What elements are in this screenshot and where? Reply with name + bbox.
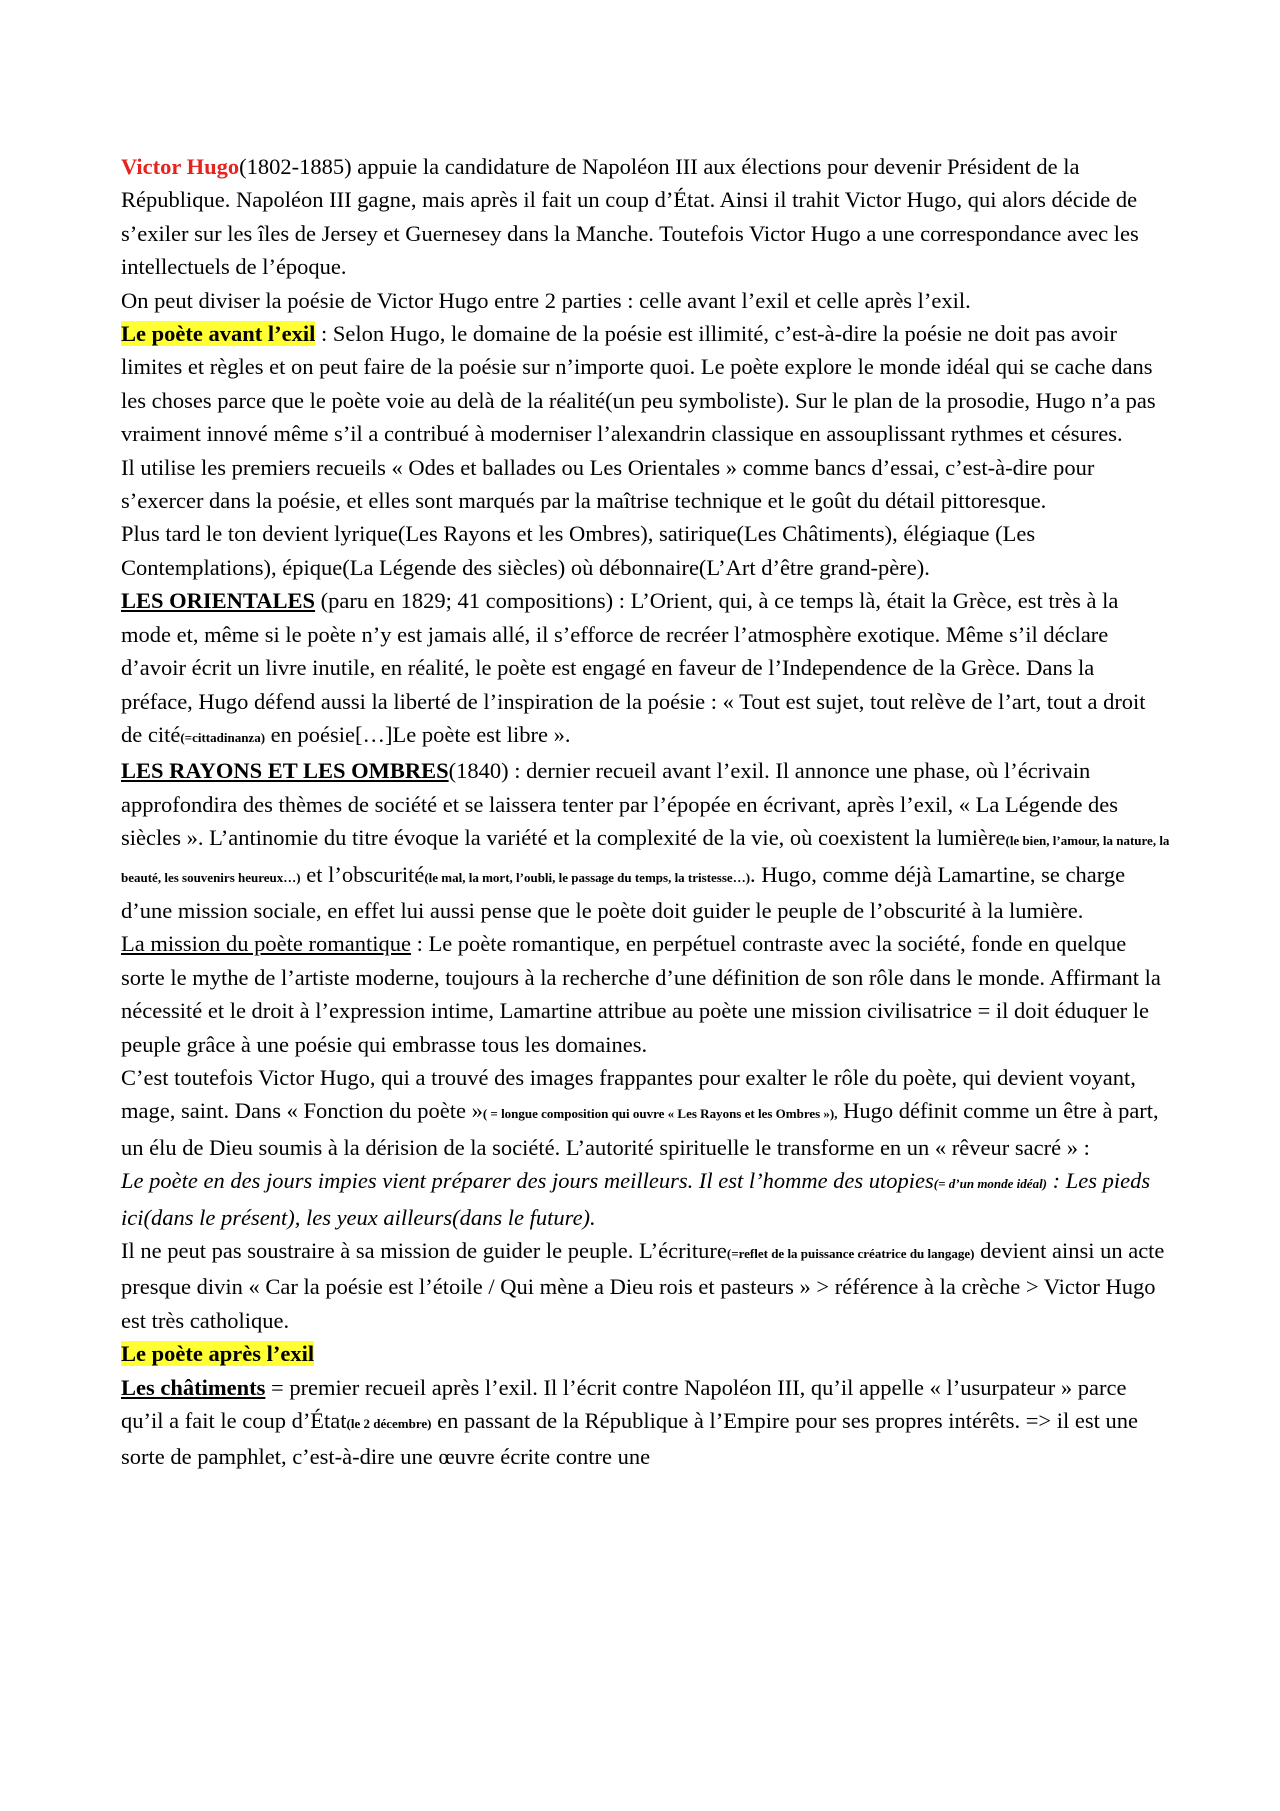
rayons-text-2: et l’obscurité bbox=[300, 861, 425, 887]
paragraph-division: On peut diviser la poésie de Victor Hugo entre 2 parties : celle avant l’exil et celle après l’exil. bbox=[121, 287, 971, 313]
intro-text: (1802-1885) appuie la candidature de Napoléon III aux élections pour devenir Président de la République. Napoléon III gagne, mais après il fait un coup d’État. Ainsi il trahit Victor Hugo, qui alors décide de s’exiler sur les îles de Jersey et Guernesey dans la Manche. Toutefois Victor Hugo a une correspondance avec les intellectuels de l’époque. bbox=[121, 154, 1139, 280]
rayons-text-1: (1840) : dernier recueil avant l’exil. Il annonce une phase, où l’écrivain approfondira des thèmes de société et se laissera tenter par l’épopée en écrivant, après l’exil, « La Légende des siècles ». L’antinomie du titre évoque la variété et la complexité de la vie, où coexistent la lumière bbox=[121, 758, 1119, 851]
mission-text: : Le poète romantique, en perpétuel contraste avec la société, fonde en quelque sorte le mythe de l’artiste moderne, toujours à la recherche d’une définition de son rôle dans le monde. Affirmant la nécessité et le droit à l’expression intime, Lamartine attribue au poète une mission civilisatrice = il doit éduquer le peuple grâce à une poésie qui embrasse tous les domaines. bbox=[121, 931, 1161, 1057]
paragraph-quote bbox=[121, 1164, 1170, 1234]
heading-orientales: LES ORIENTALES bbox=[121, 588, 316, 614]
orientales-note: (=cittadinanza) bbox=[180, 729, 266, 745]
rayons-note-1: (le bien, l’amour, la nature, la beauté, les souvenirs heureux…) bbox=[121, 833, 1170, 885]
quote-text-1: Le poète en des jours impies vient préparer des jours meilleurs. Il est l’homme des utopies bbox=[121, 1168, 934, 1194]
paragraph-mission bbox=[121, 927, 1170, 1061]
paragraph-chatiments bbox=[121, 1371, 1170, 1474]
rayons-text-3: . Hugo, comme déjà Lamartine, se charge d’une mission sociale, en effet lui aussi pense que le poète doit guider le peuple de l’obscurité à la lumière. bbox=[121, 861, 1126, 923]
paragraph-tone: Plus tard le ton devient lyrique(Les Rayons et les Ombres), satirique(Les Châtiments), élégiaque (Les Contemplations), épique(La Légende des siècles) où débonnaire(L’Art d’être grand-père). bbox=[121, 521, 1036, 580]
hugo-role-text-2: Hugo définit comme un être à part, un élu de Dieu soumis à la dérision de la société. L’autorité spirituelle le transforme en un « rêveur sacré » : bbox=[121, 1098, 1159, 1160]
quote-note: (= d’un monde idéal) bbox=[933, 1176, 1048, 1192]
orientales-text-1: (paru en 1829; 41 compositions) : L’Orient, qui, à ce temps là, était la Grèce, est très à la mode et, même si le poète n’y est jamais allé, il s’efforce de recréer l’atmosphère exotique. Même s’il déclare d’avoir écrit un livre inutile, en réalité, le poète est engagé en faveur de l’Independence de la Grèce. Dans la préface, Hugo défend aussi la liberté de l’inspiration de la poésie : « Tout est sujet, tout relève de l’art, tout a droit de cité bbox=[121, 588, 1146, 747]
heading-before-exile: Le poète avant l’exil bbox=[121, 321, 316, 347]
author-name: Victor Hugo bbox=[121, 154, 240, 179]
orientales-text-2: en poésie[…]Le poète est libre ». bbox=[265, 721, 571, 747]
chatiments-note: (le 2 décembre) bbox=[346, 1416, 432, 1432]
paragraph-first-collections: Il utilise les premiers recueils « Odes et ballades ou Les Orientales » comme bancs d’essai, c’est-à-dire pour s’exercer dans la poésie, et elles sont marqués par la maîtrise technique et le goût du détail pittoresque. bbox=[121, 454, 1095, 514]
paragraph-intro bbox=[121, 150, 1170, 284]
heading-after-exile: Le poète après l’exil bbox=[121, 1341, 315, 1367]
heading-mission: La mission du poète romantique bbox=[121, 931, 411, 957]
paragraph-writing bbox=[121, 1234, 1170, 1337]
writing-text-2: devient ainsi un acte presque divin « Car la poésie est l’étoile / Qui mène a Dieu rois et pasteurs » > référence à la crèche > Victor Hugo est très catholique. bbox=[121, 1238, 1165, 1333]
hugo-role-text-1: C’est toutefois Victor Hugo, qui a trouvé des images frappantes pour exalter le rôle du poète, qui devient voyant, mage, saint. Dans « Fonction du poète » bbox=[121, 1064, 1136, 1124]
chatiments-text-1: = premier recueil après l’exil. Il l’écrit contre Napoléon III, qu’il appelle « l’usurpateur » parce qu’il a fait le coup d’État bbox=[121, 1374, 1127, 1434]
paragraph-before-exile bbox=[121, 317, 1170, 451]
hugo-role-note: ( = longue composition qui ouvre « Les Rayons et les Ombres »), bbox=[482, 1106, 838, 1122]
paragraph-after-exile-heading bbox=[121, 1337, 1170, 1370]
before-exile-text: : Selon Hugo, le domaine de la poésie est illimité, c’est-à-dire la poésie ne doit pas avoir limites et règles et on peut faire de la poésie sur n’importe quoi. Le poète explore le monde idéal qui se cache dans les choses parce que le poète voie au delà de la réalité(un peu symboliste). Sur le plan de la prosodie, Hugo n’a pas vraiment innové même s’il a contribué à moderniser l’alexandrin classique en assouplissant rythmes et césures. bbox=[121, 321, 1156, 447]
rayons-note-2: (le mal, la mort, l’oubli, le passage du temps, la tristesse…) bbox=[424, 869, 751, 885]
quote-text-2: : Les pieds ici(dans le présent), les yeux ailleurs(dans le future). bbox=[121, 1168, 1151, 1230]
writing-note: (=reflet de la puissance créatrice du langage) bbox=[726, 1246, 975, 1261]
paragraph-orientales bbox=[121, 584, 1170, 754]
paragraph-hugo-role bbox=[121, 1061, 1170, 1164]
heading-chatiments: Les châtiments bbox=[121, 1374, 266, 1400]
writing-text-1: Il ne peut pas soustraire à sa mission de guider le peuple. L’écriture bbox=[121, 1238, 727, 1263]
chatiments-text-2: en passant de la République à l’Empire pour ses propres intérêts. => il est une sorte de pamphlet, c’est-à-dire une œuvre écrite contre une bbox=[121, 1408, 1138, 1470]
heading-rayons: LES RAYONS ET LES OMBRES bbox=[121, 758, 449, 784]
paragraph-rayons bbox=[121, 754, 1170, 927]
